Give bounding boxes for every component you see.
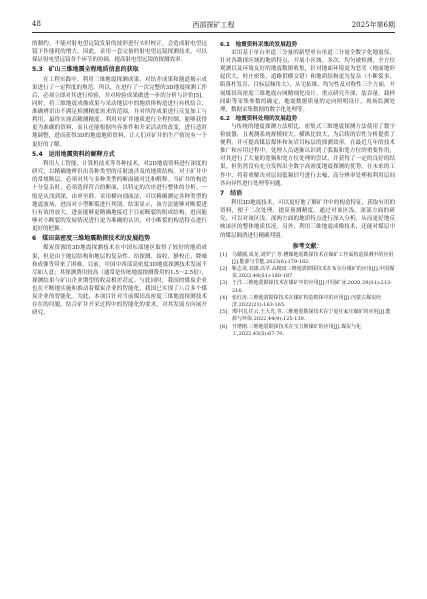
section-6-1-heading: 6.1 地震资料采集的发展趋势 (220, 42, 298, 48)
reference-item (220, 295, 395, 309)
references-list (220, 252, 395, 338)
page-number: 48 (32, 20, 41, 28)
section-6-heading: 6 煤田高密度三维地震勘探技术的发展趋势 (32, 234, 151, 242)
section-5-3-heading: 5.3 矿山三维地震全程地质信息的获取 (32, 66, 139, 74)
reference-item (220, 324, 395, 338)
section-6-2-paragraph: 与传统的地震探测方法相比，密集式三维地震探测方法使用了数字检波器，且观测系统规模较大，横纵比较大，为后续的岩性分析提供了便利，并可提高煤层煤体和灰岩目标层的探测效率。在最近几年的技术推广和应用过程中，处理人员逐渐认识到了弧振和宽方位的重要作用，对其进行了大量的宽频和宽方位处理的尝试，并获得了一定的良好的结果，但仍然没有充分发挥出全数字高密度地震探测的优势。在未来的工作中，将着重解决对层间低频信号进行去噪、高分辨率处理和利用层间各向异性进行处理等问题。 (220, 123, 395, 187)
references-heading: 参考文献： (292, 242, 323, 250)
section-6-paragraph: 煤炭资源的3D地震探测技术在中国东部地区取得了较好的地质成果，但是由于地层结构和地层的复杂性、给探测、接收、静校正、降噪和成像等带来了困难。目前，中国中西部高密度3D地震探测技术发展不尽如人意；其探测费用较高（通常是传统地震探测费用的1.5～2.5倍），探测结果与矿山企业期望的收益相差甚远。与此同时，我国的煤炭企业也在不断地实施和推动着煤炭企业的智能化，我国已实现了八百多个煤炭企业的智能化。为此，本项目针对当前煤田高密度三维地震探测技术存在的问题，结合矿井开采过程中的智能化的要求，对其发展方向展开研究。 (32, 245, 207, 317)
left-column (32, 40, 207, 317)
page-header (32, 18, 395, 33)
section-7-paragraph: 利用3D地震技术，可以更好地了解矿井中的构造特征，获取有用的资料，便于二次处理，提高预测精度。通过对该区浅、深部方面的研究，可以对该区浅、深两方面的地质特点进行深入分析，从而更好地反映该区的整体地质状况。另外，利用三维地震成像技术，还能对煤层中的煤层隔渣进行精确判别。 (220, 200, 395, 239)
reference-number: [5] (220, 309, 228, 316)
issue-label: 2025年第6期 (351, 21, 395, 29)
section-7-heading: 7 结语 (220, 189, 243, 197)
intro-paragraph: 的制约，不能对射电望远镜发射的波形进行实时校正，会造成射电望远镜下作能耗的增大。因此，采用一套完备的射电望远镜探测技术，可以保证射电望远镜各个环节的协调，提高射电望远镜的探测效率。 (32, 41, 207, 64)
reference-number: [1] (220, 251, 228, 258)
reference-item (220, 309, 395, 323)
reference-text: 张红涛.三维地震勘探技术在煤矿构造勘探中的应用[J].内蒙古煤炭经济,2022(21):163-165. (232, 294, 382, 309)
reference-number: [6] (220, 323, 228, 330)
section-5-3-paragraph: 在工程实践中，利用三维地震探测成果，对钻井成果和随道揭示成果进行了一定程度的规范。所以，在进行了一次完整的3D地震探测工作后，必须立即对其进行检验，并对检验成果做进一步的分析与评价[5]。同时，将三维地震成像成果与采动地层中的地质体构造进行有机结合，准确辨识出不满足检测精度需求的范围，并对所得成果进行反复加工与利用，最终实现高精测精度。利用对矿井地质进行全程控制，能够获得更为准确的资料，而且还能根据内容条件和开采活动的改变，进行适时地调整，进而获得3D的地震地质资料，让人们对矿井的生产情况有一个更好的了解。 (32, 76, 207, 148)
section-6-1-paragraph: 采用基于单台单道三分量的新型单台单道三分量全数字化地震仪，针对各勘探区域的地质特点，开展小区域、多次、均匀被检测，全方位观测以及环境友好的地震数据收集，针对地面环境更为恶劣（地面地形起伏大，村庄密集，道路供横交错）和地质结构更为复杂（小断裂多、陷落柱发育、目标层倾角大），从宅拓维，均匀性及对称性三个方面，开展煤田高密度三维地震台网精细化设计。重点研究升深，装吞量，载样间距等采集参数的确定，地震数据质量的定向照明设计，现场监测处理，数据采集数据的数字化处理等。 (220, 50, 395, 113)
reference-item (220, 280, 395, 294)
journal-name: 西部探矿工程 (192, 21, 235, 29)
section-6-2-heading: 6.2 地震资料处理的发展趋势 (220, 115, 298, 122)
right-column (220, 40, 395, 338)
section-5-4-heading: 5.4 运用地震资料的解释方式 (32, 150, 115, 158)
reference-item (220, 266, 395, 280)
reference-text: 靳志龙,刘雄,高芊.高精度三维地震勘探技术在布尔台煤矿的应用[J].中国煤炭,2022,48(S1):180-187. (232, 266, 395, 280)
reference-text: 马耀圃,成龙,刘罗宁,等.槽煤地震勘探技术在煤矿工作面构造探测中的应用[J].能源与节能,2023(6):179-182. (232, 251, 394, 265)
reference-text: 开增刚.三维地震勘探技术在宝力斯煤矿的应用[J].煤炭与化工,2022,45(5):67-70. (232, 323, 362, 337)
reference-number: [3] (220, 280, 228, 287)
reference-number: [4] (220, 294, 228, 301)
section-5-4-paragraph: 利用人工智能、计算机技术等各种技术，对2D地震资料进行深度的研究，以精确地辨识出各种类型的反射波涉及的地质结构。对于矿井中的常规断层，必须对其与多种类型的断面破对比和解释。当矿井的构造十分复杂时，必须选择符合的断面，以特定的次序进行整体的分析。一般是从浅到深，由单至群。采用横向剖面法，可以精确测定各种类型的地震波场，进而对小型断裂进行判别。结果显示，该方法能够对断裂进行有效的放大，进而能够更精确地接近于目前断裂的组成结构，进而能够对小断裂的发展情况进行更为准确的认识，对小断裂的构造特点进行更好的把握。 (32, 161, 207, 232)
reference-text: 于洋.三维地震勘探技术在煤矿中的应用[J].中国矿业,2020,29(S1):213-216. (232, 280, 392, 294)
reference-item (220, 252, 395, 266)
reference-number: [2] (220, 266, 228, 273)
reference-text: 邢中国,任云,王大光,等.三维地震勘探技术在宁夏任家庄煤矿的应用[J].能源与环保,2022,44(9):125-130. (232, 309, 391, 323)
